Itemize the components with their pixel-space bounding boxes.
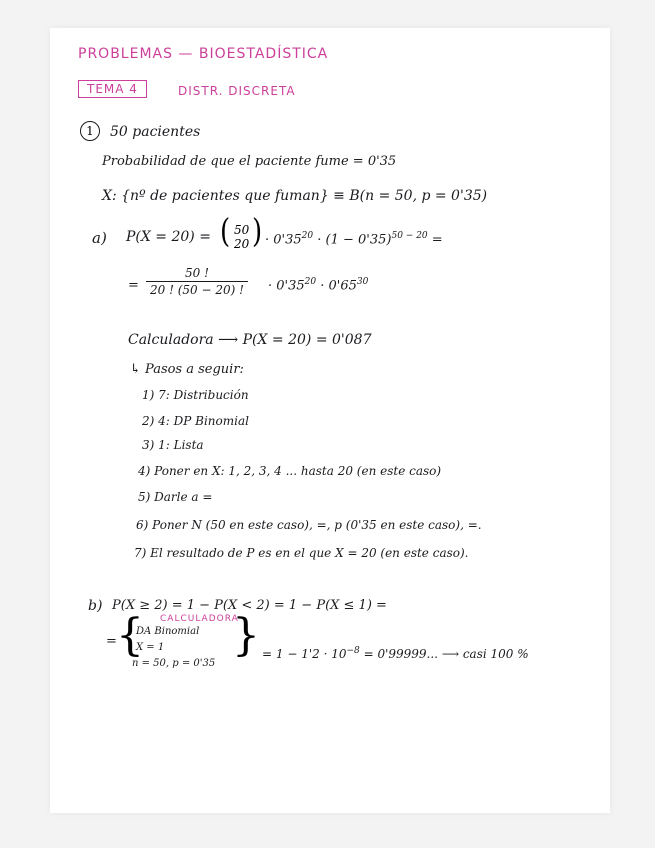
step-2: 2) 4: DP Binomial bbox=[142, 414, 249, 428]
left-brace: { bbox=[116, 610, 144, 661]
notebook-page bbox=[50, 28, 610, 813]
right-brace: } bbox=[232, 610, 260, 661]
part-a-eq2-rest: · $0'35^{20} \cdot 0'65^{30}$ bbox=[268, 277, 369, 294]
step-3: 3) 1: Lista bbox=[142, 438, 204, 452]
step-7: 7) El resultado de P es en el que X = 20 (en este caso). bbox=[134, 546, 469, 560]
part-b-result: = $1 - 1'2 \cdot 10^{-8} = 0'99999$... ⟶ casi 100 % bbox=[262, 646, 529, 661]
step-6: 6) Poner N (50 en este caso), =, p (0'35 en este caso), =. bbox=[136, 518, 482, 532]
calc-line-1: DA Binomial bbox=[136, 626, 200, 637]
step-4: 4) Poner en X: 1, 2, 3, 4 ... hasta 20 (en este caso) bbox=[138, 464, 442, 478]
page-title: PROBLEMAS — BIOESTADÍSTICA bbox=[78, 46, 329, 62]
part-a-eq1-lhs: P(X = 20) = bbox=[126, 229, 211, 245]
binom-paren-right: ) bbox=[252, 213, 263, 251]
part-a-label: a) bbox=[92, 229, 107, 247]
problem-number: 1 bbox=[80, 121, 100, 141]
step-1: 1) 7: Distribución bbox=[142, 388, 249, 402]
steps-title: ↳ Pasos a seguir: bbox=[130, 362, 244, 377]
step-5: 5) Darle a = bbox=[138, 490, 213, 504]
part-b-eq1: P(X ≥ 2) = 1 − P(X < 2) = 1 − P(X ≤ 1) = bbox=[112, 598, 387, 613]
calc-line-2: X = 1 bbox=[136, 642, 165, 653]
factorial-fraction: 50 ! 20 ! (50 − 20) ! bbox=[146, 266, 248, 297]
part-a-eq2-prefix: = bbox=[128, 278, 139, 293]
binomial-coefficient: 50 20 bbox=[234, 223, 250, 251]
part-b-label: b) bbox=[88, 598, 103, 614]
tema-label: TEMA 4 bbox=[78, 80, 147, 98]
section-subtitle: DISTR. DISCRETA bbox=[178, 84, 296, 98]
binom-paren-left: ( bbox=[220, 213, 231, 251]
part-a-eq1-rest: · $0'35^{20} \cdot (1 - 0'35)^{50 - 20}$ = bbox=[265, 231, 443, 248]
calculator-result: Calculadora ⟶ P(X = 20) = 0'087 bbox=[128, 332, 372, 348]
random-variable-definition: X: {nº de pacientes que fuman} ≡ B(n = 50, p = 0'35) bbox=[102, 188, 488, 204]
part-b-eq-prefix: = bbox=[106, 634, 117, 649]
calculator-tag: CALCULADORA bbox=[160, 614, 239, 624]
probability-statement: Probabilidad de que el paciente fume = 0'35 bbox=[102, 154, 397, 169]
problem-statement: 50 pacientes bbox=[110, 124, 201, 140]
calc-line-3: n = 50, p = 0'35 bbox=[132, 658, 216, 669]
